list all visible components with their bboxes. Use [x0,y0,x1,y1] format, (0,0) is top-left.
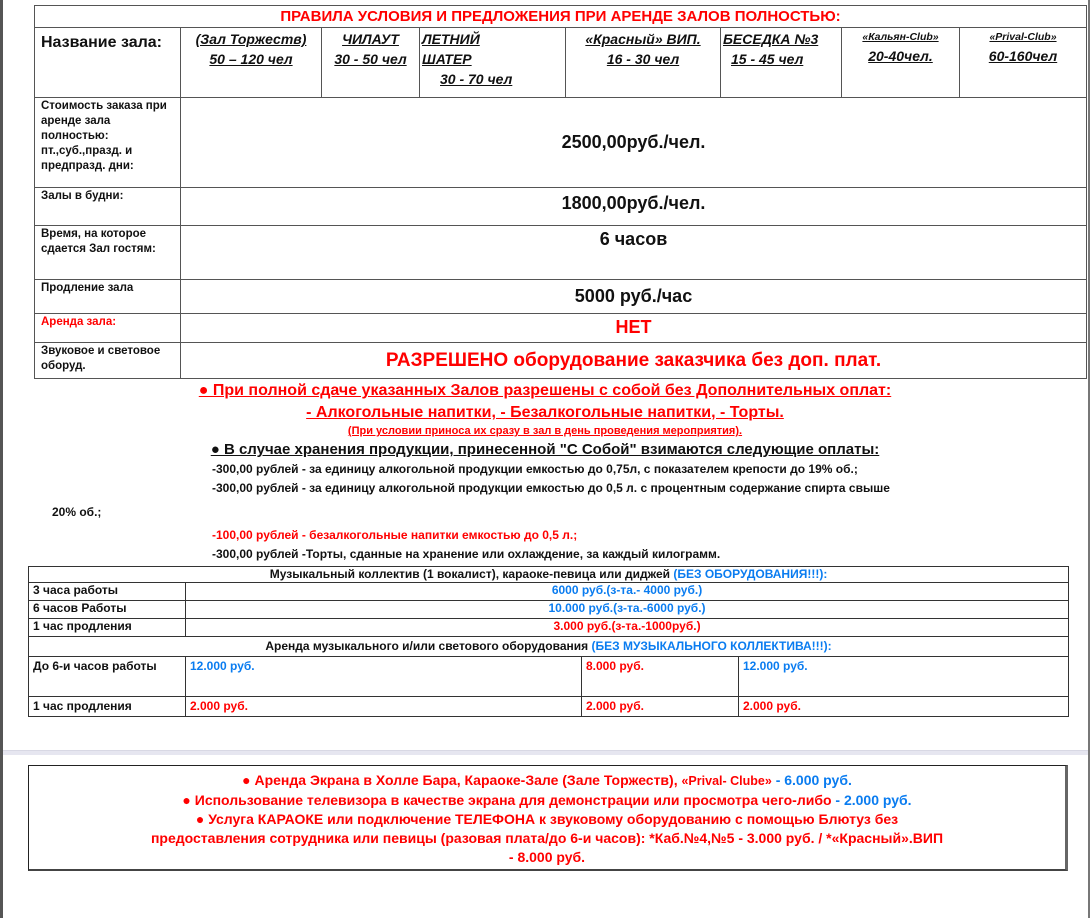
row-label-extension: Продление зала [35,280,181,314]
hall-capacity: 50 – 120 чел [209,51,293,67]
tv-usage-line [29,791,1065,810]
hall-capacity: 60-160чел [988,48,1058,64]
hall-name: ЧИЛАУТ [342,31,399,47]
document-title: ПРАВИЛА УСЛОВИЯ И ПРЕДЛОЖЕНИЯ ПРИ АРЕНДЕ ЗАЛОВ ПОЛНОСТЬЮ: [35,6,1087,28]
equipment-header-note: (БЕЗ МУЗЫКАЛЬНОГО КОЛЛЕКТИВА!!!): [591,639,832,653]
hall-capacity: 30 - 50 чел [334,51,407,67]
hall-name: «Красный» ВИП. [585,31,701,47]
hall-header-hookah-club [842,28,960,98]
hall-header-banquet [181,28,322,98]
equipment-row-label: 1 час продления [29,697,186,717]
storage-fees-title: ● В случае хранения продукции, принесенной "С Собой" взимаются следующие оплаты: [210,441,880,458]
hall-header-red-vip [566,28,721,98]
screen-rent-line [29,771,1065,791]
hall-header-prival-club [960,28,1087,98]
hall-name: БЕСЕДКА №3 [723,31,819,47]
row-label-hall-rent: Аренда зала: [35,314,181,343]
hall-rent-value: НЕТ [181,314,1087,343]
hall-header-chillout [322,28,420,98]
row-label-full-rent-price: Стоимость заказа при аренде зала полностью: пт.,суб.,празд. и предпразд. дни: [35,98,181,188]
band-row-value: 6000 руб.(з-та.- 4000 руб.) [186,583,1069,601]
hall-capacity: 15 - 45 чел [731,51,804,67]
extras-box [28,765,1068,871]
band-row-label: 3 часа работы [29,583,186,601]
equipment-row-value: 12.000 руб. [739,657,1069,697]
fee-item: -300,00 рублей - за единицу алкогольной продукции емкостью до 0,75л, с показателем крепости до 19% об.; [212,462,858,476]
equipment-row-value: 8.000 руб. [582,657,739,697]
notes-section [0,380,1090,564]
music-pricing-table [28,566,1069,717]
screen-rent-price: - 6.000 руб. [771,772,852,788]
fee-item-continuation: 20% об.; [52,505,102,519]
band-header-note: (БЕЗ ОБОРУДОВАНИЯ!!!): [673,567,828,581]
tv-usage-price: - 2.000 руб. [835,792,912,808]
row-label-weekday-price: Залы в будни: [35,188,181,226]
karaoke-line: - 8.000 руб. [508,849,586,865]
hall-name-label: Название зала: [35,28,181,98]
equipment-row-value: 12.000 руб. [186,657,582,697]
sound-light-value: РАЗРЕШЕНО оборудование заказчика без доп. плат. [181,343,1087,379]
fee-item: -100,00 рублей - безалкогольные напитки емкостью до 0,5 л.; [212,528,578,542]
band-header-text: Музыкальный коллектив (1 вокалист), караоке-певица или диджей [269,567,674,581]
screen-rent-text: ● Аренда Экрана в Холле Бара, Караоке-Зале (Зале Торжеств), [242,772,682,788]
free-items-condition: (При условии приноса их сразу в зал в день проведения мероприятия). [347,425,743,437]
band-row-label: 1 час продления [29,619,186,637]
row-label-sound-light: Звуковое и световое оборуд. [35,343,181,379]
band-row-value: 3.000 руб.(з-та.-1000руб.) [186,619,1069,637]
hall-name: ЛЕТНИЙ ШАТЕР [422,31,480,67]
equipment-row-value: 2.000 руб. [582,697,739,717]
equipment-header-text: Аренда музыкального и/или светового оборудования [265,639,592,653]
hall-header-summer-tent [420,28,566,98]
equipment-row-value: 2.000 руб. [739,697,1069,717]
free-items-title: ● При полной сдаче указанных Залов разрешены с собой без Дополнительных оплат: [198,382,892,399]
extension-price-value: 5000 руб./час [181,280,1087,314]
hall-capacity: 20-40чел. [868,48,933,64]
karaoke-line: ● Услуга КАРАОКЕ или подключение ТЕЛЕФОНА к звуковому оборудованию с помощью Блютуз без [195,811,899,827]
tv-usage-text: ● Использование телевизора в качестве экрана для демонстрации или просмотра чего-либо [182,792,836,808]
hall-name: «Кальян-Club» [862,31,939,43]
screen-rent-hall: «Prival- Clube» [681,774,772,788]
free-items-list: - Алкогольные напитки, - Безалкогольные напитки, - Торты. [306,404,784,421]
fee-item: -300,00 рублей -Торты, сданные на хранение или охлаждение, за каждый килограмм. [212,547,721,561]
equipment-row-label: До 6-и часов работы [29,657,186,697]
band-header [29,567,1069,583]
karaoke-line: предоставления сотрудника или певицы (разовая плата/до 6-и часов): *Каб.№4,№5 - 3.000 руб. / *«Красный».ВИП [150,830,944,846]
fee-item: -300,00 рублей - за единицу алкогольной продукции емкостью до 0,5 л. с процентным содержание спирта свыше [212,481,890,495]
hall-name: (Зал Торжеств) [195,31,307,47]
band-row-label: 6 часов Работы [29,601,186,619]
row-label-rent-duration: Время, на которое сдается Зал гостям: [35,226,181,280]
hall-name: «Prival-Club» [989,31,1057,43]
equipment-header [29,637,1069,657]
page-break-divider [3,750,1088,755]
hall-header-gazebo-3 [721,28,842,98]
weekday-price-value: 1800,00руб./чел. [181,188,1087,226]
hall-capacity: 16 - 30 чел [606,51,680,67]
equipment-row-value: 2.000 руб. [186,697,582,717]
rent-duration-value: 6 часов [181,226,1087,280]
halls-rules-table [34,5,1087,379]
hall-capacity: 30 - 70 чел [440,71,513,87]
band-row-value: 10.000 руб.(з-та.-6000 руб.) [186,601,1069,619]
full-rent-price-value: 2500,00руб./чел. [181,98,1087,188]
